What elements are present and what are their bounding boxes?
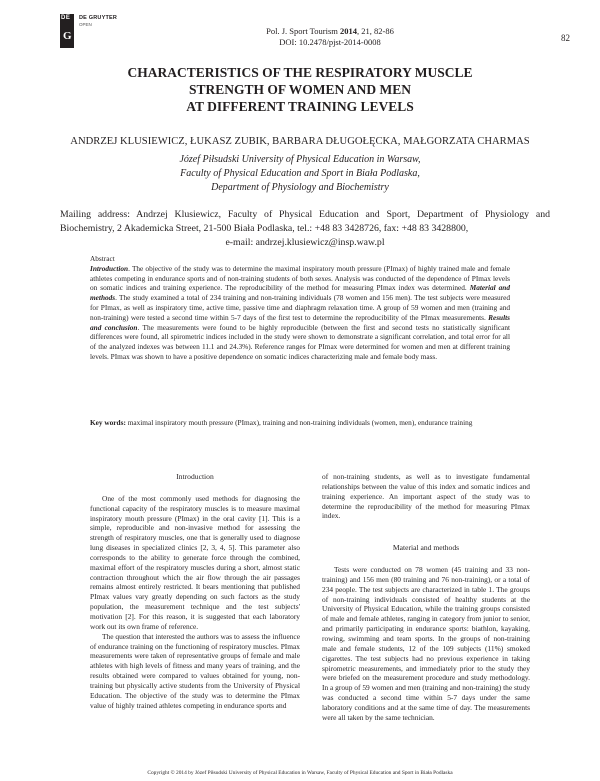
introduction-heading: Introduction xyxy=(176,472,214,481)
logo-line1: DE xyxy=(61,15,71,21)
methods-paragraph-1: Tests were conducted on 78 women (45 training and 33 non-training) and 156 men (80 training and 76 non-training), or a total of 234 people. The test subjects are characterized in table 1. The groups of non-training individuals consisted of healthy students at the University of Physical Education, while the training groups consisted of male and female athletes, ranging in category from junior to senior, and primarily participating in endurance sports: biathlon, kayaking, rowing, swimming and team sports. In the groups of non-training male and female students, 12 of the 109 subjects (11%) smoked cigarettes. The test subjects had no previous experience in taking spirometric measurements, and immediately prior to the study they were briefed on the measurement procedure and study methodology. In a group of 59 women and men (training and non-training) the study was conducted a second time within 5-7 days under the same laboratory conditions and at the same time of day. The measurements were all taken by the same technician. xyxy=(322,565,530,722)
introduction-paragraph-2: The question that interested the authors was to assess the influence of endurance training on the functioning of respiratory muscles. PImax measurements were taken of representative groups of female and male athletes with high levels of fitness and many years of training, and the results obtained were compared to values obtained for young, non-training but physically active students from the University of Physical Education. The objective of the study was to determine the PImax value of highly trained athletes competing in endurance sports and xyxy=(90,631,300,710)
abstract-methods-label: Material and methods xyxy=(90,283,510,303)
mailing-address xyxy=(60,208,550,250)
methods-heading: Material and methods xyxy=(392,543,460,553)
author-list: ANDRZEJ KLUSIEWICZ, ŁUKASZ ZUBIK, BARBARA DŁUGOŁĘCKA, MAŁGORZATA CHARMAS xyxy=(70,136,530,147)
email-address: e-mail: andrzej.klusiewicz@insp.waw.pl xyxy=(225,237,385,248)
copyright-footer: Copyright © 2014 by Józef Piłsudski University of Physical Education in Warsaw, Faculty of Physical Education and Sport in Biała Podlaska xyxy=(147,770,453,776)
affiliation-line-3: Department of Physiology and Biochemistry xyxy=(211,182,389,193)
journal-year: 2014 xyxy=(340,26,358,36)
abstract-heading: Abstract xyxy=(90,254,115,263)
journal-name: Pol. J. Sport Tourism xyxy=(266,26,341,36)
abstract-body xyxy=(90,264,510,362)
article-title xyxy=(60,64,540,115)
logo-line2: G xyxy=(63,30,72,42)
journal-citation xyxy=(220,26,440,48)
title-line-1: CHARACTERISTICS OF THE RESPIRATORY MUSCLE xyxy=(127,65,473,80)
affiliations xyxy=(90,153,510,195)
introduction-paragraph-1: One of the most commonly used methods for diagnosing the functional capacity of the respiratory muscles is to measure maximal inspiratory mouth pressure (PImax) in the oral cavity [1]. This is a simple, reproducible and non-invasive method for assessing the strength of respiratory muscles, one that is generally used to diagnose lung diseases in specialized clinics [2, 3, 4, 5]. This parameter also corresponds to the ability to generate force through the combined, maximal effort of the respiratory muscles during a short, almost static contraction throughout which the air flow through the air passages remains almost entirely restricted. It bears mentioning that published PImax values vary greatly depending on such factors as the study population, the measurement technique and the test subjects' motivation [2]. For this reason, it is suggested that each laboratory work out its own frame of reference. xyxy=(90,493,300,631)
journal-volume-pages: , 21, 82-86 xyxy=(357,26,394,36)
doi: DOI: 10.2478/pjst-2014-0008 xyxy=(279,37,381,47)
brand-sub: OPEN xyxy=(79,22,92,27)
abstract-intro-label: Introduction xyxy=(90,263,129,273)
abstract xyxy=(90,254,510,362)
keywords-text: maximal inspiratory mouth pressure (PImax), training and non-training individuals (women, men), endurance training xyxy=(125,418,473,427)
affiliation-line-2: Faculty of Physical Education and Sport in Biała Podlaska, xyxy=(180,168,420,179)
keywords-label: Key words: xyxy=(90,418,126,427)
left-column xyxy=(90,472,300,710)
abstract-results-label: Results and conclusion xyxy=(90,312,510,332)
abstract-intro-text: . The objective of the study was to determine the maximal inspiratory mouth pressure (PImax) of highly trained male and female athletes competing in endurance sports and of non-training students of both sexes. Analysis was conducted of the dependence of PImax levels on somatic indices and training experience. The reproducibility of the method for measuring PImax index was determined. xyxy=(90,263,510,293)
abstract-methods-text: . The study examined a total of 234 training and non-training individuals (78 women and 156 men). The test subjects were measured for PImax, as well as inspiratory time, active time, passive time and diaphragm relaxation time. A group of 59 women and men (training and non-training) were tested a second time within 5-7 days of the first test to determine the reproducibility of the PImax measurements. xyxy=(90,293,510,322)
title-line-2: STRENGTH OF WOMEN AND MEN xyxy=(188,82,412,97)
introduction-paragraph-continued: of non-training students, as well as to investigate fundamental relationships between the value of this index and somatic indices and training experience. An important aspect of the study was to determine the reproducibility of the method for measuring PImax index. xyxy=(322,472,530,521)
abstract-results-text: . The measurements were found to be highly reproducible (between the first and second tests no statistically significant differences were found, all spirometric indices included in the study were shown to demonstrate a significant correlation, and total error for all of the analyzed indexes was between 11.1 and 24.3%). Reference ranges for PImax were determined for women and men at different training levels. PImax was shown to have a positive dependence on somatic indices characterizing male and female body mass. xyxy=(90,322,510,361)
keywords xyxy=(90,418,510,428)
mailing-text: Mailing address: Andrzej Klusiewicz, Faculty of Physical Education and Sport, Department of Physiology and Biochemistry, 2 Akademicka Street, 21-500 Biała Podlaska, tel.: +48 83 3428726, fax: +48 83 3428800, xyxy=(60,209,550,234)
page-number: 82 xyxy=(561,33,570,43)
affiliation-line-1: Józef Piłsudski University of Physical Education in Warsaw, xyxy=(179,154,421,165)
brand-name: DE GRUYTER xyxy=(79,15,118,21)
title-line-3: AT DIFFERENT TRAINING LEVELS xyxy=(186,99,414,114)
right-column xyxy=(322,472,530,723)
publisher-logo xyxy=(60,14,74,48)
